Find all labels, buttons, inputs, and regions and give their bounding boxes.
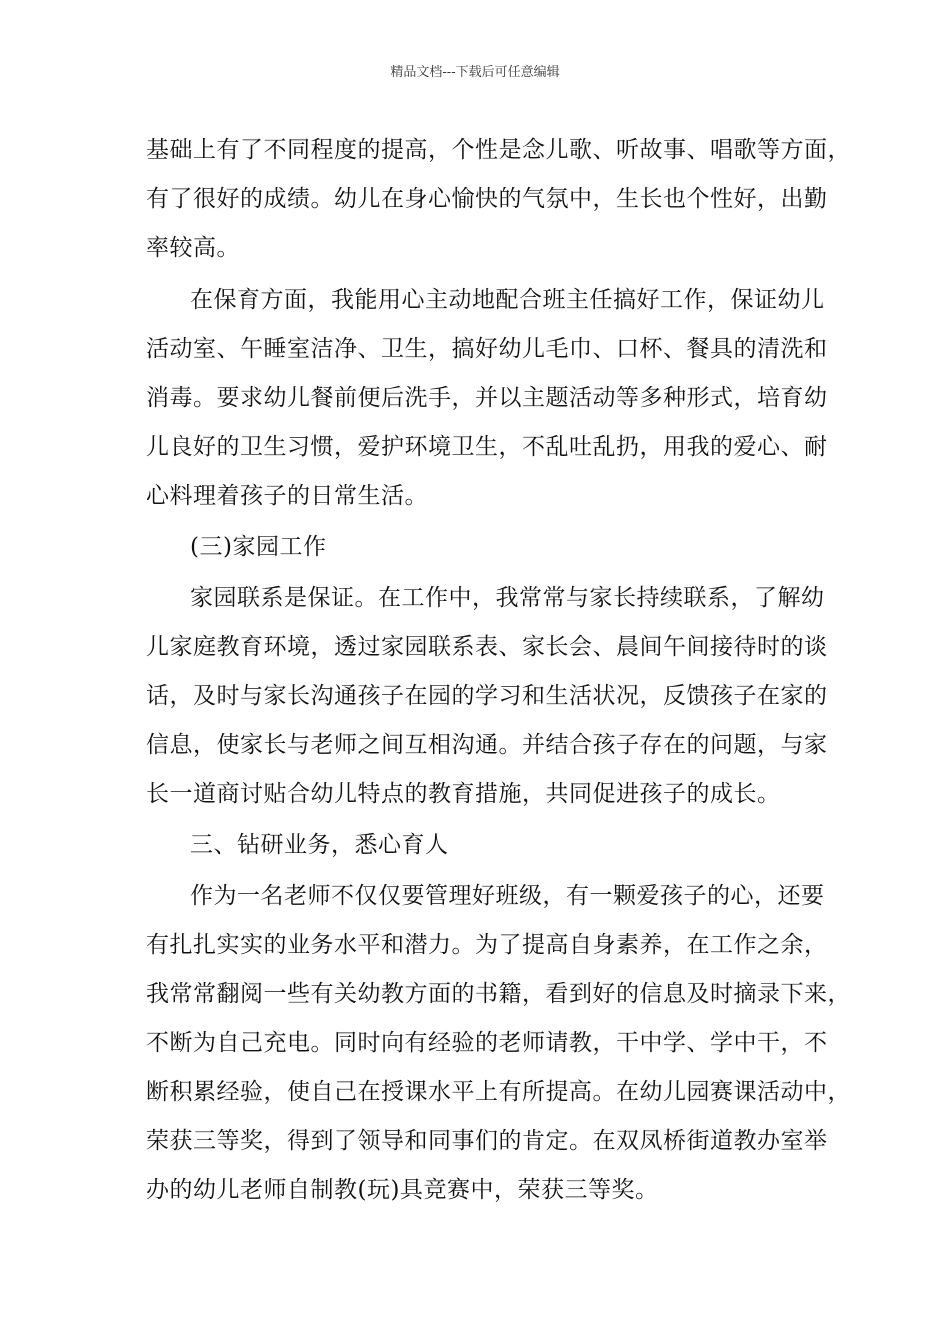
body-line: 有扎扎实实的业务水平和潜力。为了提高自身素养，在工作之余， [146,932,828,958]
body-line: 率较高。 [146,235,240,261]
paragraph-first-line: 作为一名老师不仅仅要管理好班级，有一颗爱孩子的心，还要 [190,883,825,909]
body-line: 长一道商讨贴合幼儿特点的教育措施，共同促进孩子的成长。 [146,781,781,807]
body-line: 不断为自己充电。同时向有经验的老师请教，干中学、学中干，不 [146,1030,828,1056]
body-line: 话，及时与家长沟通孩子在园的学习和生活状况，反馈孩子在家的 [146,683,828,709]
body-line: 儿良好的卫生习惯，爱护环境卫生，不乱吐乱扔，用我的爱心、耐 [146,434,828,460]
body-line: 消毒。要求幼儿餐前便后洗手，并以主题活动等多种形式，培育幼 [146,385,828,411]
body-line: 断积累经验，使自己在授课水平上有所提高。在幼儿园赛课活动中， [146,1079,851,1105]
body-line: 活动室、午睡室洁净、卫生，搞好幼儿毛巾、口杯、餐具的清洗和 [146,336,828,362]
body-line: 心料理着孩子的日常生活。 [146,483,428,509]
section-heading: (三)家园工作 [190,534,327,560]
paragraph-first-line: 家园联系是保证。在工作中，我常常与家长持续联系，了解幼 [190,585,825,611]
body-line: 我常常翻阅一些有关幼教方面的书籍，看到好的信息及时摘录下来， [146,981,851,1007]
page-header: 精品文档---下载后可任意编辑 [390,65,560,80]
body-line: 基础上有了不同程度的提高，个性是念儿歌、听故事、唱歌等方面， [146,137,851,163]
body-line: 儿家庭教育环境，透过家园联系表、家长会、晨间午间接待时的谈 [146,634,828,660]
body-line: 有了很好的成绩。幼儿在身心愉快的气氛中，生长也个性好，出勤 [146,186,828,212]
section-heading: 三、钻研业务，悉心育人 [190,832,449,858]
body-line: 荣获三等奖，得到了领导和同事们的肯定。在双凤桥街道教办室举 [146,1128,828,1154]
body-line: 办的幼儿老师自制教(玩)具竞赛中，荣获三等奖。 [146,1177,659,1203]
paragraph-first-line: 在保育方面，我能用心主动地配合班主任搞好工作，保证幼儿 [190,287,825,313]
body-line: 信息，使家长与老师之间互相沟通。并结合孩子存在的问题，与家 [146,732,828,758]
